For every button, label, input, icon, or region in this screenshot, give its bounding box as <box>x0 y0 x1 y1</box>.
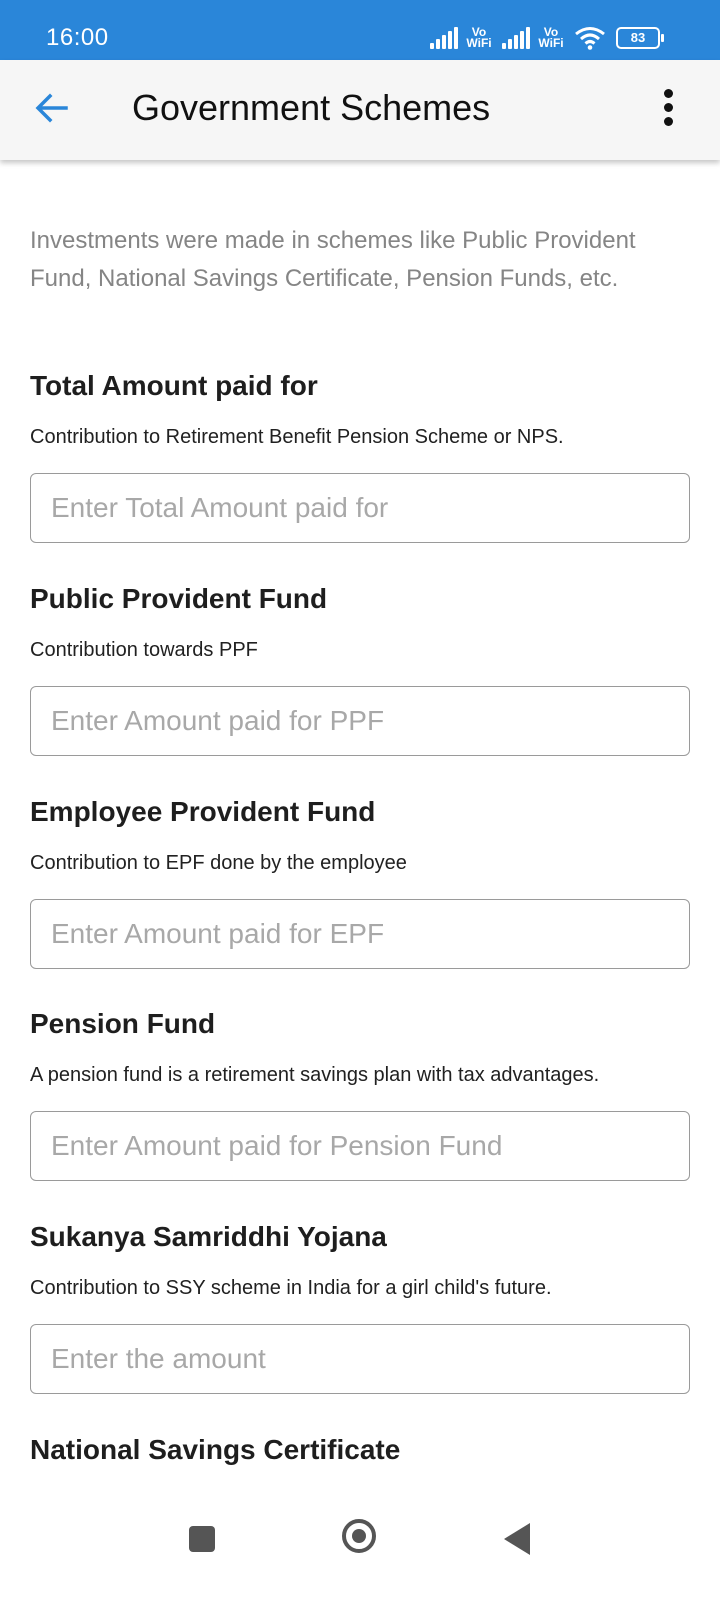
app-bar <box>0 60 720 160</box>
status-bar <box>0 0 720 60</box>
section-title: Employee Provident Fund <box>30 796 376 827</box>
section-ssy <box>30 1221 692 1299</box>
status-icons <box>430 22 660 54</box>
vowifi-icon: Vo WiFi <box>466 25 492 50</box>
ssy-amount-input[interactable] <box>30 1324 690 1394</box>
section-title: Sukanya Samriddhi Yojana <box>30 1221 387 1252</box>
wifi-icon <box>574 26 606 50</box>
section-epf <box>30 796 692 874</box>
battery-icon: 83 <box>616 27 660 49</box>
section-title: Public Provident Fund <box>30 583 328 614</box>
status-time: 16:00 <box>46 24 109 51</box>
more-options-button[interactable] <box>656 86 680 134</box>
section-title: Total Amount paid for <box>30 370 318 401</box>
back-button[interactable] <box>30 86 74 130</box>
signal-icon <box>502 27 530 49</box>
section-title: National Savings Certificate <box>30 1434 401 1465</box>
section-description: Contribution to Retirement Benefit Pension Scheme or NPS. <box>30 426 564 448</box>
page-title: Government Schemes <box>132 87 491 128</box>
pension-fund-amount-input[interactable] <box>30 1111 690 1181</box>
section-total-amount <box>30 370 692 448</box>
section-ppf <box>30 583 692 661</box>
arrow-left-icon <box>30 86 74 130</box>
signal-icon <box>430 27 458 49</box>
section-description: Contribution towards PPF <box>30 639 258 661</box>
more-vertical-icon <box>656 89 680 126</box>
page-content <box>30 222 692 298</box>
system-nav-bar <box>0 1488 720 1600</box>
section-description: A pension fund is a retirement savings plan with tax advantages. <box>30 1064 600 1086</box>
section-description: Contribution to SSY scheme in India for a girl child's future. <box>30 1277 552 1299</box>
ppf-amount-input[interactable] <box>30 686 690 756</box>
section-pension-fund <box>30 1008 692 1086</box>
vowifi-icon: Vo WiFi <box>538 25 564 50</box>
home-icon[interactable] <box>342 1519 376 1553</box>
total-amount-input[interactable] <box>30 473 690 543</box>
epf-amount-input[interactable] <box>30 899 690 969</box>
back-icon[interactable] <box>504 1523 530 1555</box>
section-title: Pension Fund <box>30 1008 216 1039</box>
recents-icon[interactable] <box>189 1526 215 1552</box>
intro-text: Investments were made in schemes like Public Provident Fund, National Savings Certificate, Pension Funds, etc. <box>30 227 636 292</box>
section-description: Contribution to EPF done by the employee <box>30 852 407 874</box>
section-nsc <box>30 1434 692 1466</box>
